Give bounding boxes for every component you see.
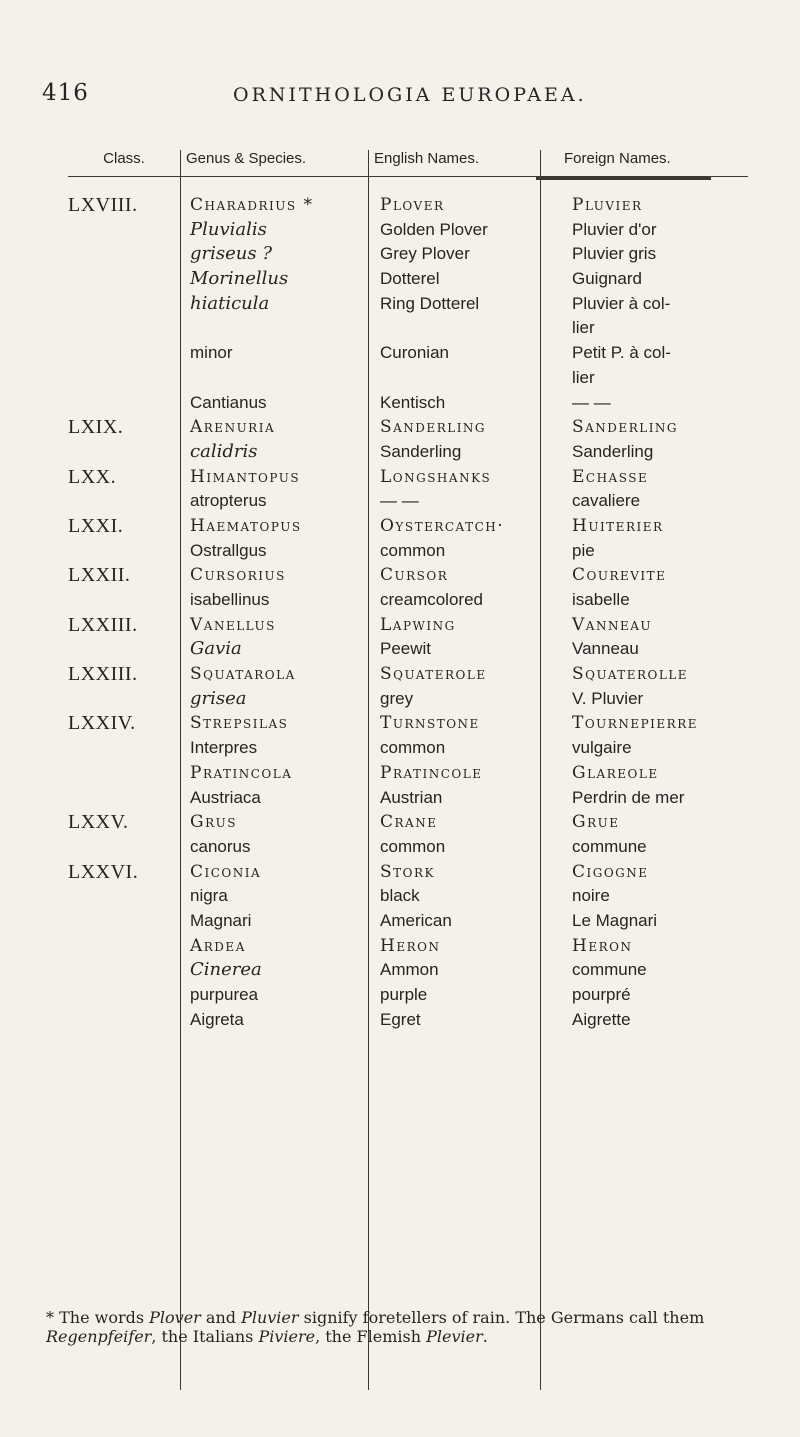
header-genus-species: Genus & Species. bbox=[186, 149, 307, 167]
english-name-cell: Pratincole bbox=[380, 762, 483, 783]
genus-species-cell: Vanellus bbox=[190, 614, 276, 635]
english-name-cell: Lapwing bbox=[380, 614, 456, 635]
table-row bbox=[68, 909, 748, 934]
english-name-cell: black bbox=[380, 886, 420, 906]
class-cell bbox=[68, 267, 180, 292]
foreign-name-cell: vulgaire bbox=[572, 738, 632, 758]
genus-species-cell: Austriaca bbox=[190, 787, 261, 807]
foreign-name-cell: Courevite bbox=[572, 565, 667, 586]
class-cell: LXVIII. bbox=[68, 194, 138, 216]
foreign-name-cell: lier bbox=[572, 367, 595, 387]
foreign-name-cell: Le Magnari bbox=[572, 910, 658, 930]
class-cell bbox=[68, 292, 180, 317]
footnote-term: Pluvier bbox=[241, 1308, 299, 1327]
genus-species-cell: nigra bbox=[190, 886, 228, 906]
foreign-name-cell: Huiterier bbox=[572, 515, 664, 536]
footnote-term: Piviere bbox=[258, 1327, 316, 1346]
table-row bbox=[68, 489, 748, 514]
foreign-name-cell: Cigogne bbox=[572, 861, 649, 882]
genus-species-cell: minor bbox=[190, 343, 233, 363]
foreign-name-cell: Pluvier d'or bbox=[572, 219, 657, 239]
english-name-cell: common bbox=[380, 836, 446, 856]
class-cell bbox=[68, 539, 180, 564]
genus-species-cell: purpurea bbox=[190, 985, 259, 1004]
english-name-cell: — — bbox=[380, 491, 419, 511]
english-name-cell: Grey Plover bbox=[380, 244, 470, 264]
english-name-cell: American bbox=[380, 910, 452, 930]
footnote-text: * The words bbox=[46, 1308, 150, 1327]
header-english-names: English Names. bbox=[374, 149, 480, 167]
english-name-cell: Ring Dotterel bbox=[380, 293, 480, 313]
header-class: Class. bbox=[103, 149, 145, 167]
english-name-cell: Kentisch bbox=[380, 392, 446, 412]
table-row bbox=[68, 316, 748, 341]
english-name-cell: creamcolored bbox=[380, 590, 483, 609]
english-name-cell: Turnstone bbox=[380, 713, 480, 734]
class-cell: LXXIII. bbox=[68, 663, 138, 686]
class-cell bbox=[68, 637, 180, 662]
foreign-name-cell: Pluvier bbox=[572, 195, 643, 215]
genus-species-cell: Cinerea bbox=[190, 959, 262, 981]
class-cell bbox=[68, 835, 180, 860]
english-name-cell: Peewit bbox=[380, 639, 432, 659]
class-cell bbox=[68, 341, 180, 366]
foreign-name-cell: Echasse bbox=[572, 466, 649, 487]
table-row bbox=[68, 934, 748, 959]
foreign-name-cell: noire bbox=[572, 886, 610, 906]
english-name-cell: grey bbox=[380, 688, 414, 708]
foreign-name-cell: Aigrette bbox=[572, 1009, 631, 1029]
class-cell bbox=[68, 489, 180, 514]
class-cell: LXXVI. bbox=[68, 860, 139, 883]
column-divider bbox=[368, 150, 369, 1390]
class-cell: LXIX. bbox=[68, 416, 124, 439]
table-row bbox=[68, 242, 748, 267]
genus-species-cell: Morinellus bbox=[190, 268, 289, 290]
class-cell: LXXI. bbox=[68, 514, 124, 537]
english-name-cell: Sanderling bbox=[380, 441, 462, 461]
foreign-name-cell: Vanneau bbox=[572, 639, 639, 659]
english-name-cell: Stork bbox=[380, 861, 435, 882]
foreign-name-cell: commune bbox=[572, 836, 647, 856]
foreign-name-cell: Perdrin de mer bbox=[572, 787, 685, 807]
table-row bbox=[68, 218, 748, 243]
genus-species-cell bbox=[180, 316, 368, 341]
genus-species-cell: Ostrallgus bbox=[190, 540, 267, 560]
table-row bbox=[68, 415, 748, 440]
class-cell bbox=[68, 588, 180, 613]
genus-species-cell: Cursorius bbox=[190, 565, 286, 586]
class-cell bbox=[68, 983, 180, 1008]
genus-species-cell: Gavia bbox=[190, 638, 242, 660]
table-row bbox=[68, 736, 748, 761]
table-row bbox=[68, 341, 748, 366]
genus-species-cell: Cantianus bbox=[190, 392, 267, 412]
table-row bbox=[68, 193, 748, 218]
class-cell bbox=[68, 687, 180, 712]
english-name-cell: Longshanks bbox=[380, 466, 492, 487]
genus-species-cell: calidris bbox=[190, 440, 258, 462]
footnote-text: , the Flemish bbox=[315, 1327, 427, 1346]
english-name-cell: Heron bbox=[380, 935, 441, 956]
class-cell bbox=[68, 1008, 180, 1033]
foreign-name-cell: Glareole bbox=[572, 762, 659, 783]
english-name-cell: Squaterole bbox=[380, 664, 487, 685]
class-cell: LXXV. bbox=[68, 811, 129, 834]
footnote-text: and bbox=[200, 1308, 242, 1327]
class-cell bbox=[68, 761, 180, 786]
foreign-name-cell: pourpré bbox=[572, 985, 631, 1004]
class-cell bbox=[68, 366, 180, 391]
class-cell bbox=[68, 958, 180, 983]
foreign-name-cell: Grue bbox=[572, 812, 620, 833]
foreign-name-cell: Pluvier à col- bbox=[572, 293, 671, 313]
genus-species-cell: Squatarola bbox=[190, 664, 296, 685]
english-name-cell: Crane bbox=[380, 812, 438, 833]
genus-species-cell: Strepsilas bbox=[190, 713, 289, 734]
class-cell bbox=[68, 391, 180, 416]
genus-species-cell: isabellinus bbox=[190, 590, 270, 609]
class-cell: LXXIII. bbox=[68, 613, 138, 636]
english-name-cell: Cursor bbox=[380, 565, 449, 586]
table-row bbox=[68, 440, 748, 465]
english-name-cell: Egret bbox=[380, 1009, 421, 1029]
footnote bbox=[46, 1308, 746, 1346]
column-divider bbox=[540, 150, 541, 1390]
class-cell bbox=[68, 786, 180, 811]
class-cell: LXXIV. bbox=[68, 712, 136, 735]
page-number: 416 bbox=[42, 80, 89, 106]
foreign-name-cell: lier bbox=[572, 318, 595, 338]
english-name-cell: purple bbox=[380, 985, 428, 1004]
table-row bbox=[68, 687, 748, 712]
table-row bbox=[68, 465, 748, 490]
footnote-text: . bbox=[482, 1327, 488, 1346]
table-row bbox=[68, 786, 748, 811]
genus-species-cell: Ardea bbox=[190, 935, 246, 956]
genus-species-cell: Himantopus bbox=[190, 466, 301, 487]
foreign-name-cell: Guignard bbox=[572, 269, 642, 289]
english-name-cell: Ammon bbox=[380, 960, 439, 980]
foreign-name-cell: Pluvier gris bbox=[572, 244, 657, 264]
footnote-text: signify foretellers of rain. The Germans call them bbox=[298, 1308, 705, 1327]
table-row bbox=[68, 292, 748, 317]
table-body bbox=[68, 177, 748, 1032]
foreign-name-cell: pie bbox=[572, 540, 595, 560]
foreign-name-cell: V. Pluvier bbox=[572, 688, 644, 708]
english-name-cell: Austrian bbox=[380, 787, 443, 807]
species-table bbox=[68, 140, 748, 1032]
class-cell bbox=[68, 884, 180, 909]
table-row bbox=[68, 662, 748, 687]
genus-species-cell: Charadrius * bbox=[190, 195, 314, 215]
table-row bbox=[68, 366, 748, 391]
header-foreign-names: Foreign Names. bbox=[564, 149, 671, 167]
genus-species-cell: Pratincola bbox=[190, 762, 293, 783]
class-cell: LXX. bbox=[68, 465, 117, 488]
table-row bbox=[68, 637, 748, 662]
footnote-text: , the Italians bbox=[151, 1327, 259, 1346]
genus-species-cell bbox=[180, 366, 368, 391]
table-row bbox=[68, 588, 748, 613]
foreign-name-cell: isabelle bbox=[572, 590, 630, 609]
table-header bbox=[68, 140, 748, 177]
english-name-cell bbox=[368, 366, 558, 391]
genus-species-cell: Arenuria bbox=[190, 417, 276, 438]
footnote-term: Plover bbox=[149, 1308, 201, 1327]
foreign-name-cell: Squaterolle bbox=[572, 664, 689, 685]
genus-species-cell: Pluvialis bbox=[190, 218, 267, 240]
foreign-name-cell: Sanderling bbox=[572, 441, 654, 461]
english-name-cell: common bbox=[380, 738, 446, 758]
genus-species-cell: atropterus bbox=[190, 491, 267, 511]
genus-species-cell: Interpres bbox=[190, 738, 258, 758]
class-cell bbox=[68, 909, 180, 934]
table-row bbox=[68, 810, 748, 835]
english-name-cell: Plover bbox=[380, 195, 445, 215]
genus-species-cell: Haematopus bbox=[190, 515, 302, 536]
foreign-name-cell: commune bbox=[572, 960, 647, 980]
genus-species-cell: Ciconia bbox=[190, 861, 262, 882]
table-row bbox=[68, 835, 748, 860]
english-name-cell bbox=[368, 316, 558, 341]
table-row bbox=[68, 711, 748, 736]
class-cell: LXXII. bbox=[68, 564, 131, 587]
table-row bbox=[68, 267, 748, 292]
english-name-cell: Dotterel bbox=[380, 269, 440, 289]
header-rule bbox=[536, 177, 711, 180]
genus-species-cell: canorus bbox=[190, 836, 251, 856]
class-cell bbox=[68, 316, 180, 341]
genus-species-cell: griseus ? bbox=[190, 243, 272, 265]
foreign-name-cell: — — bbox=[572, 392, 611, 412]
table-row bbox=[68, 514, 748, 539]
english-name-cell: Sanderling bbox=[380, 417, 487, 438]
foreign-name-cell: Sanderling bbox=[572, 417, 679, 438]
english-name-cell: Golden Plover bbox=[380, 219, 488, 239]
table-row bbox=[68, 1008, 748, 1033]
footnote-term: Regenpfeifer bbox=[46, 1327, 152, 1346]
table-row bbox=[68, 613, 748, 638]
english-name-cell: Oystercatch· bbox=[380, 515, 505, 536]
foreign-name-cell: Tournepierre bbox=[572, 713, 698, 734]
class-cell bbox=[68, 440, 180, 465]
genus-species-cell: Aigreta bbox=[190, 1009, 244, 1029]
foreign-name-cell: Heron bbox=[572, 935, 633, 956]
table-row bbox=[68, 391, 748, 416]
footnote-term: Plevier bbox=[426, 1327, 483, 1346]
english-name-cell: common bbox=[380, 540, 446, 560]
genus-species-cell: Magnari bbox=[190, 910, 252, 930]
class-cell bbox=[68, 242, 180, 267]
table-row bbox=[68, 860, 748, 885]
table-row bbox=[68, 761, 748, 786]
foreign-name-cell: cavaliere bbox=[572, 491, 641, 511]
genus-species-cell: hiaticula bbox=[190, 292, 270, 314]
table-row bbox=[68, 563, 748, 588]
class-cell bbox=[68, 934, 180, 959]
foreign-name-cell: Vanneau bbox=[572, 614, 652, 635]
genus-species-cell: grisea bbox=[190, 687, 247, 709]
running-head: ORNITHOLOGIA EUROPAEA. bbox=[233, 84, 587, 106]
genus-species-cell: Grus bbox=[190, 812, 237, 833]
foreign-name-cell: Petit P. à col- bbox=[572, 343, 671, 363]
table-row bbox=[68, 983, 748, 1008]
class-cell bbox=[68, 736, 180, 761]
table-row bbox=[68, 539, 748, 564]
class-cell bbox=[68, 218, 180, 243]
table-row bbox=[68, 958, 748, 983]
column-divider bbox=[180, 150, 181, 1390]
table-row bbox=[68, 884, 748, 909]
english-name-cell: Curonian bbox=[380, 343, 449, 363]
